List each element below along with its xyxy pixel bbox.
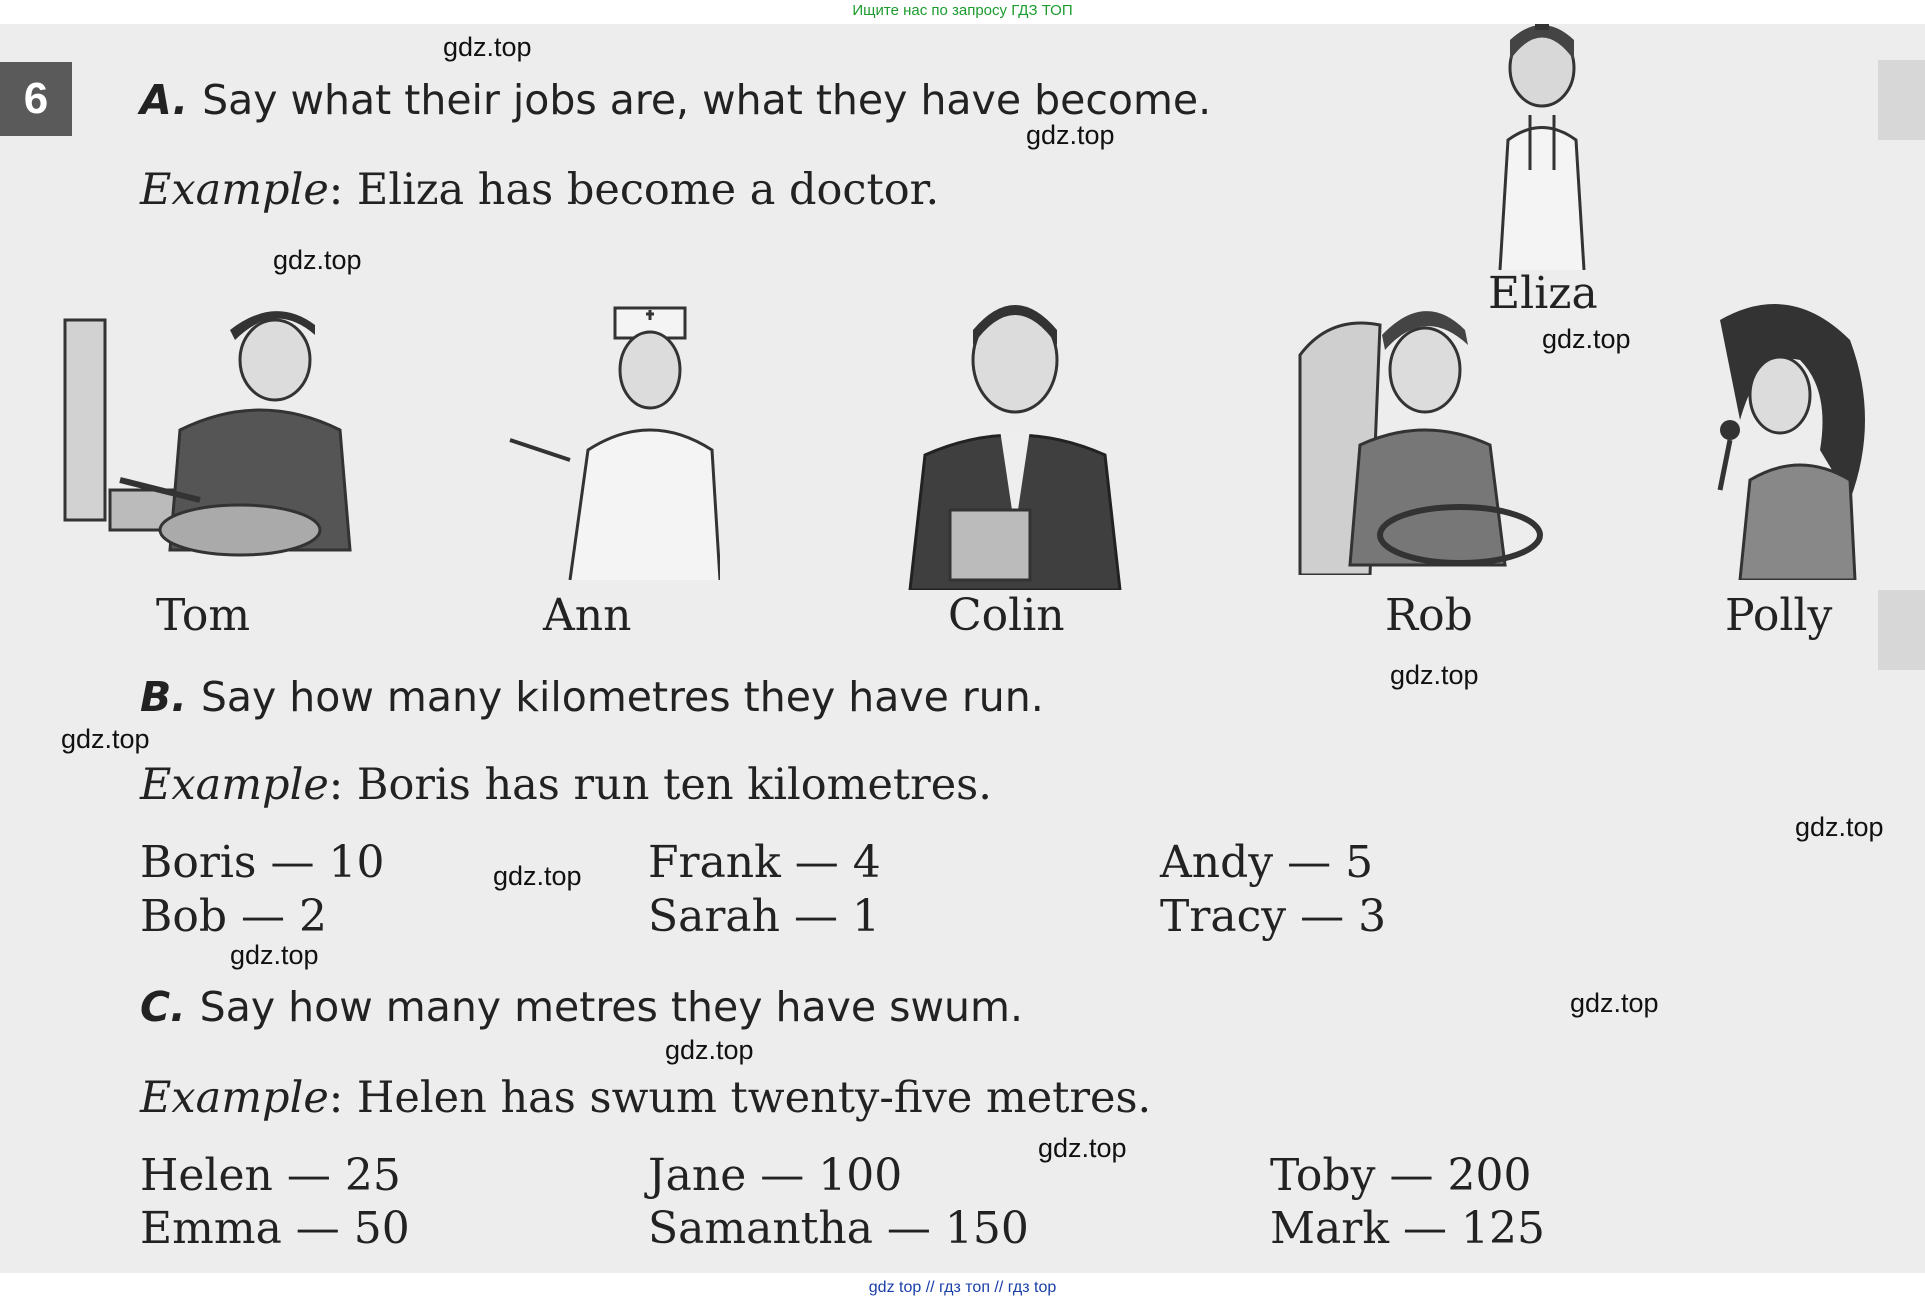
distance-entry: Andy — 5 [1160,837,1374,888]
section-instruction: Say how many metres they have swum. [199,983,1023,1031]
eliza-doctor-illustration [1460,20,1640,270]
watermark: gdz.top [443,32,532,62]
swim-entry: Jane — 100 [648,1150,903,1201]
right-margin-tab [1878,590,1925,670]
section-a-heading [140,76,1211,124]
section-b-heading [140,673,1044,721]
watermark: gdz.top [665,1035,754,1065]
swim-entry: Samantha — 150 [648,1203,1029,1254]
distance-entry: Frank — 4 [648,837,881,888]
watermark: gdz.top [1038,1133,1127,1163]
watermark: gdz.top [1542,324,1631,354]
rob-driver-illustration [1290,295,1570,575]
watermark: gdz.top [61,724,150,754]
distance-entry: Tracy — 3 [1160,891,1387,942]
bottom-banner[interactable]: gdz top // гдз топ // гдз top [0,1273,1925,1303]
section-letter: B. [140,673,187,721]
watermark: gdz.top [230,940,319,970]
polly-singer-illustration [1680,300,1880,580]
example-text: : Eliza has become a doctor. [328,165,940,215]
swim-entry: Helen — 25 [140,1150,401,1201]
section-letter: A. [140,76,189,124]
swim-entry: Emma — 50 [140,1203,410,1254]
swim-entry: Mark — 125 [1270,1203,1545,1254]
example-text: : Helen has swum twenty-five metres. [328,1073,1152,1123]
section-a-example [140,165,939,215]
example-label: Example [140,165,329,215]
tom-artist-illustration [60,300,360,580]
example-label: Example [140,760,329,810]
distance-entry: Sarah — 1 [648,891,880,942]
distance-entry: Bob — 2 [140,891,327,942]
ann-nurse-illustration [470,300,720,580]
top-banner[interactable]: Ищите нас по запросу ГДЗ ТОП [0,0,1925,24]
section-letter: C. [140,983,186,1031]
watermark: gdz.top [1795,812,1884,842]
figure-name-colin: Colin [948,590,1065,641]
right-margin-tab [1878,60,1925,140]
exercise-number-badge: 6 [0,62,72,136]
example-text: : Boris has run ten kilometres. [328,760,992,810]
section-instruction: Say what their jobs are, what they have become. [202,76,1212,124]
watermark: gdz.top [1026,120,1115,150]
figure-name-polly: Polly [1725,590,1833,641]
watermark: gdz.top [493,861,582,891]
example-label: Example [140,1073,329,1123]
figure-name-tom: Tom [156,590,251,641]
figure-name-rob: Rob [1385,590,1473,641]
figure-name-ann: Ann [543,590,632,641]
section-b-example [140,760,992,810]
distance-entry: Boris — 10 [140,837,385,888]
watermark: gdz.top [1390,660,1479,690]
watermark: gdz.top [273,245,362,275]
section-c-heading [140,983,1023,1031]
colin-businessman-illustration [890,290,1140,590]
figure-name-eliza: Eliza [1488,268,1598,319]
section-c-example [140,1073,1151,1123]
section-instruction: Say how many kilometres they have run. [200,673,1044,721]
watermark: gdz.top [1570,988,1659,1018]
swim-entry: Toby — 200 [1270,1150,1532,1201]
